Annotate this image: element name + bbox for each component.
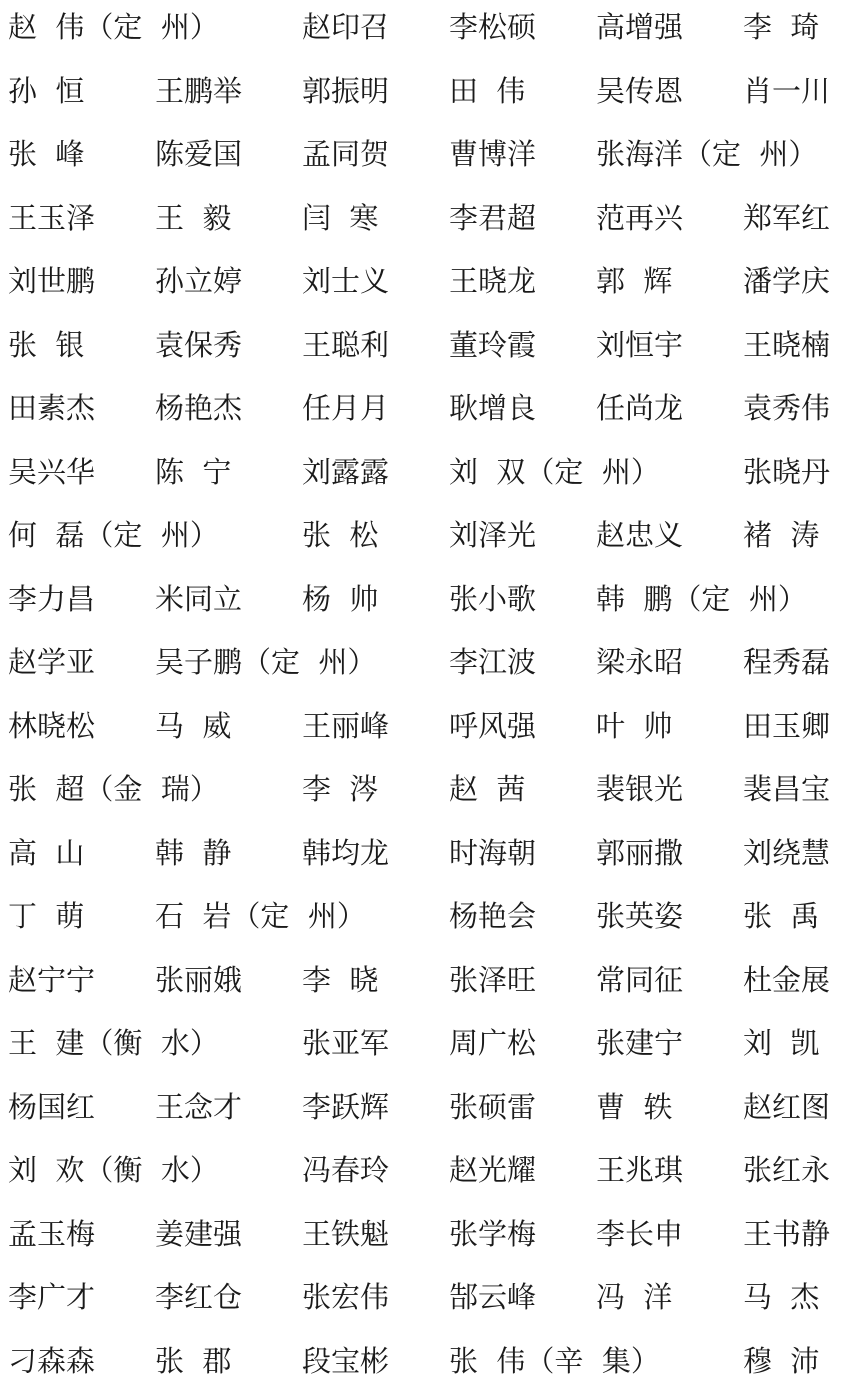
name-row xyxy=(0,445,860,509)
person-name: 张 禹 xyxy=(743,899,820,933)
person-name: 马 杰 xyxy=(743,1280,820,1314)
person-name: 陈爱国 xyxy=(155,137,243,171)
person-name: 王玉泽 xyxy=(8,200,96,235)
person-name: 穆 沛 xyxy=(743,1343,820,1378)
person-name: 刘世鹏 xyxy=(8,264,96,298)
person-name: 赵光耀 xyxy=(449,1153,537,1187)
name-row xyxy=(0,318,860,382)
person-name: 郭振明 xyxy=(302,73,390,108)
person-name: 赵 伟（定 州） xyxy=(8,10,219,44)
person-name: 张建宁 xyxy=(596,1026,684,1060)
person-name: 李红仓 xyxy=(155,1280,243,1314)
person-name: 褚 涛 xyxy=(743,518,820,552)
person-name: 杨国红 xyxy=(8,1089,96,1124)
person-name: 刘恒宇 xyxy=(596,327,684,362)
person-name: 刘绕慧 xyxy=(743,835,831,870)
person-name: 郭 辉 xyxy=(596,264,673,298)
person-name: 李广才 xyxy=(8,1280,96,1314)
person-name: 孙立婷 xyxy=(155,264,243,298)
person-name: 刘露露 xyxy=(302,454,390,489)
person-name: 韩均龙 xyxy=(302,835,390,870)
person-name: 吴子鹏（定 州） xyxy=(155,645,377,679)
person-name: 赵学亚 xyxy=(8,645,96,679)
person-name: 李长申 xyxy=(596,1216,684,1251)
person-name: 王兆琪 xyxy=(596,1153,684,1187)
person-name: 姜建强 xyxy=(155,1216,243,1251)
person-name: 高 山 xyxy=(8,835,85,870)
person-name: 范再兴 xyxy=(596,200,684,235)
person-name: 肖一川 xyxy=(743,73,831,108)
name-row xyxy=(0,508,860,572)
person-name: 张学梅 xyxy=(449,1216,537,1251)
person-name: 田素杰 xyxy=(8,391,96,425)
person-name: 马 威 xyxy=(155,708,232,743)
person-name: 田玉卿 xyxy=(743,708,831,743)
person-name: 张宏伟 xyxy=(302,1280,390,1314)
person-name: 韩 鹏（定 州） xyxy=(596,581,807,616)
person-name: 陈 宁 xyxy=(155,454,232,489)
person-name: 袁秀伟 xyxy=(743,391,831,425)
name-row xyxy=(0,1080,860,1144)
person-name: 王 建（衡 水） xyxy=(8,1026,219,1060)
person-name: 王鹏举 xyxy=(155,73,243,108)
person-name: 张 银 xyxy=(8,327,85,362)
person-name: 刘士义 xyxy=(302,264,390,298)
person-name: 李 涔 xyxy=(302,772,379,806)
person-name: 冯 洋 xyxy=(596,1280,673,1314)
person-name: 王聪利 xyxy=(302,327,390,362)
person-name: 郜云峰 xyxy=(449,1280,537,1314)
person-name: 闫 寒 xyxy=(302,200,379,235)
name-row xyxy=(0,64,860,128)
name-row xyxy=(0,1334,860,1398)
person-name: 郑军红 xyxy=(743,200,831,235)
person-name: 刘 凯 xyxy=(743,1026,820,1060)
name-row xyxy=(0,635,860,699)
name-row xyxy=(0,1207,860,1271)
name-row xyxy=(0,1016,860,1080)
person-name: 耿增良 xyxy=(449,391,537,425)
person-name: 丁 萌 xyxy=(8,899,85,933)
person-name: 呼风强 xyxy=(449,708,537,743)
person-name: 李 琦 xyxy=(743,10,820,44)
name-row xyxy=(0,889,860,953)
person-name: 潘学庆 xyxy=(743,264,831,298)
person-name: 赵忠义 xyxy=(596,518,684,552)
person-name: 杨艳杰 xyxy=(155,391,243,425)
person-name: 程秀磊 xyxy=(743,645,831,679)
person-name: 张 郡 xyxy=(155,1343,232,1378)
person-name: 王 毅 xyxy=(155,200,232,235)
name-row xyxy=(0,1270,860,1334)
person-name: 郭丽撒 xyxy=(596,835,684,870)
name-row xyxy=(0,699,860,763)
person-name: 曹博洋 xyxy=(449,137,537,171)
person-name: 张 峰 xyxy=(8,137,85,171)
person-name: 裴银光 xyxy=(596,772,684,806)
person-name: 时海朝 xyxy=(449,835,537,870)
name-row xyxy=(0,381,860,445)
person-name: 高增强 xyxy=(596,10,684,44)
person-name: 王晓龙 xyxy=(449,264,537,298)
person-name: 李力昌 xyxy=(8,581,96,616)
person-name: 刘 欢（衡 水） xyxy=(8,1153,219,1187)
name-row xyxy=(0,127,860,191)
person-name: 王铁魁 xyxy=(302,1216,390,1251)
person-name: 韩 静 xyxy=(155,835,232,870)
person-name: 张 松 xyxy=(302,518,379,552)
person-name: 米同立 xyxy=(155,581,243,616)
person-name: 常同征 xyxy=(596,962,684,997)
name-row xyxy=(0,191,860,255)
person-name: 刘 双（定 州） xyxy=(449,454,660,489)
name-row xyxy=(0,953,860,1017)
person-name: 裴昌宝 xyxy=(743,772,831,806)
person-name: 杨艳会 xyxy=(449,899,537,933)
person-name: 赵红图 xyxy=(743,1089,831,1124)
person-name: 赵印召 xyxy=(302,10,390,44)
person-name: 李江波 xyxy=(449,645,537,679)
name-row xyxy=(0,572,860,636)
person-name: 任月月 xyxy=(302,391,390,425)
person-name: 赵宁宁 xyxy=(8,962,96,997)
person-name: 何 磊（定 州） xyxy=(8,518,219,552)
person-name: 孙 恒 xyxy=(8,73,85,108)
person-name: 石 岩（定 州） xyxy=(155,899,366,933)
person-name: 冯春玲 xyxy=(302,1153,390,1187)
person-name: 张英姿 xyxy=(596,899,684,933)
person-name: 李跃辉 xyxy=(302,1089,390,1124)
person-name: 曹 轶 xyxy=(596,1089,673,1124)
person-name: 田 伟 xyxy=(449,73,526,108)
person-name: 刘泽光 xyxy=(449,518,537,552)
person-name: 张小歌 xyxy=(449,581,537,616)
person-name: 梁永昭 xyxy=(596,645,684,679)
person-name: 段宝彬 xyxy=(302,1343,390,1378)
person-name: 王丽峰 xyxy=(302,708,390,743)
person-name: 董玲霞 xyxy=(449,327,537,362)
person-name: 林晓松 xyxy=(8,708,96,743)
person-name: 杜金展 xyxy=(743,962,831,997)
person-name: 张海洋（定 州） xyxy=(596,137,818,171)
name-row xyxy=(0,826,860,890)
person-name: 袁保秀 xyxy=(155,327,243,362)
person-name: 张 伟（辛 集） xyxy=(449,1343,660,1378)
person-name: 张丽娥 xyxy=(155,962,243,997)
person-name: 张泽旺 xyxy=(449,962,537,997)
person-name: 孟同贺 xyxy=(302,137,390,171)
person-name: 张晓丹 xyxy=(743,454,831,489)
person-name: 张红永 xyxy=(743,1153,831,1187)
person-name: 赵 茜 xyxy=(449,772,526,806)
person-name: 王念才 xyxy=(155,1089,243,1124)
name-row xyxy=(0,254,860,318)
name-row xyxy=(0,1143,860,1207)
person-name: 周广松 xyxy=(449,1026,537,1060)
person-name: 李松硕 xyxy=(449,10,537,44)
person-name: 任尚龙 xyxy=(596,391,684,425)
person-name: 张硕雷 xyxy=(449,1089,537,1124)
person-name: 吴传恩 xyxy=(596,73,684,108)
person-name: 叶 帅 xyxy=(596,708,673,743)
name-row xyxy=(0,0,860,64)
name-row xyxy=(0,762,860,826)
person-name: 张 超（金 瑞） xyxy=(8,772,219,806)
person-name: 王书静 xyxy=(743,1216,831,1251)
person-name: 吴兴华 xyxy=(8,454,96,489)
person-name: 杨 帅 xyxy=(302,581,379,616)
person-name: 张亚军 xyxy=(302,1026,390,1060)
person-name: 李 晓 xyxy=(302,962,379,997)
person-name: 李君超 xyxy=(449,200,537,235)
person-name: 王晓楠 xyxy=(743,327,831,362)
person-name: 刁森森 xyxy=(8,1343,96,1378)
person-name: 孟玉梅 xyxy=(8,1216,96,1251)
